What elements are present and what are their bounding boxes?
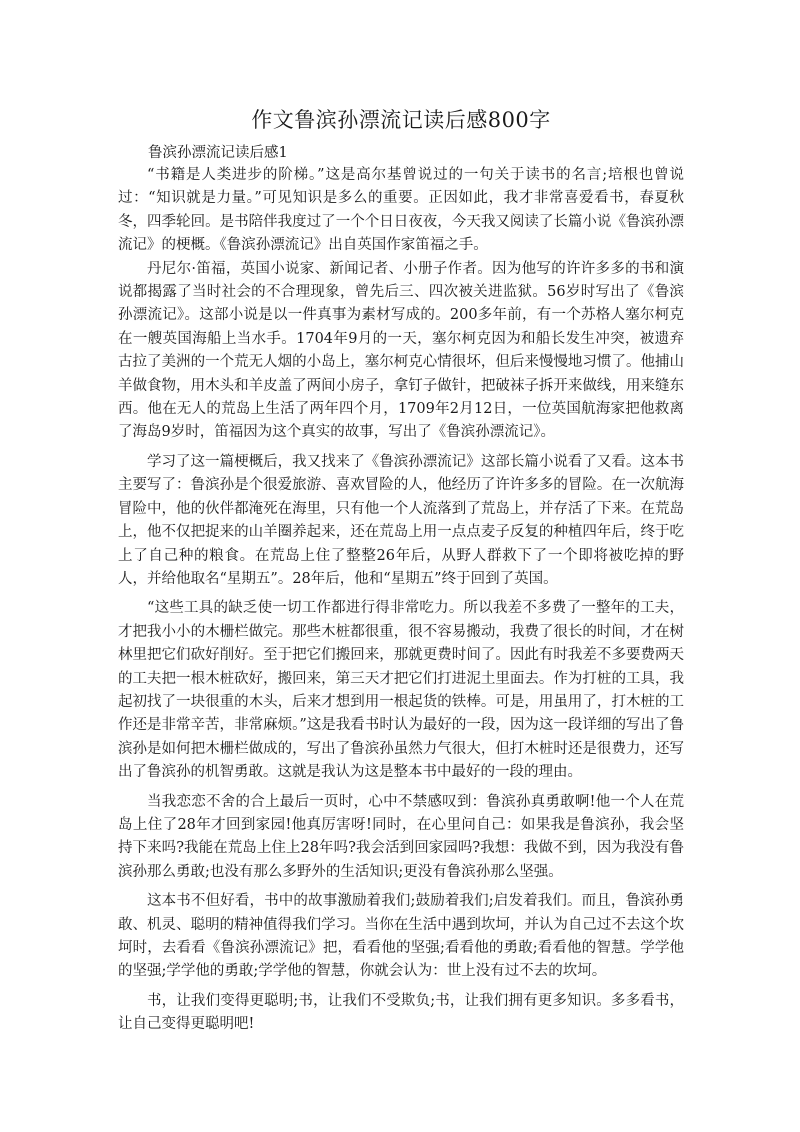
paragraph-4: “这些工具的缺乏使一切工作都进行得非常吃力。所以我差不多费了一整年的工夫，才把我小小的木栅栏做完。那些木桩都很重，很不容易搬动，我费了很长的时间，才在树林里把它们砍好削好。至于把它们搬回来，那就更费时间了。因此有时我差不多要费两天的工夫把一根木桩砍好，搬回来，第三天才把它们打进泥土里面去。作为打桩的工具，我起初找了一块很重的木头，后来才想到用一根起货的铁棒。可是，用虽用了，打木桩的工作还是非常辛苦，非常麻烦。”这是我看书时认为最好的一段，因为这一段详细的写出了鲁滨孙是如何把木栅栏做成的，写出了鲁滨孙虽然力气很大，但打木桩时还是很费力，还写出了鲁滨孙的机智勇敢。这就是我认为这是整本书中最好的一段的理由。: [118, 600, 684, 781]
paragraph-6: 这本书不但好看，书中的故事激励着我们;鼓励着我们;启发着我们。而且，鲁滨孙勇敢、机灵、聪明的精神值得我们学习。当你在生活中遇到坎坷，并认为自己过不去这个坎坷时，去看看《鲁滨孙漂流记》把，看看他的坚强;看看他的勇敢;看看他的智慧。学学他的坚强;学学他的勇敢;学学他的智慧，你就会认为：世上没有过不去的坎坷。: [118, 893, 684, 980]
paragraph-1: “书籍是人类进步的阶梯。”这是高尔基曾说过的一句关于读书的名言;培根也曾说过：“知识就是力量。”可见知识是多么的重要。正因如此，我才非常喜爱看书，春夏秋冬，四季轮回。是书陪伴我度过了一个个日日夜夜，今天我又阅读了长篇小说《鲁滨孙漂流记》的梗概。《鲁滨孙漂流记》出自英国作家笛福之手。: [118, 167, 684, 254]
paragraph-7: 书，让我们变得更聪明;书，让我们不受欺负;书，让我们拥有更多知识。多多看书，让自己变得更聪明吧!: [118, 992, 684, 1033]
paragraph-3: 学习了这一篇梗概后，我又找来了《鲁滨孙漂流记》这部长篇小说看了又看。这本书主要写了：鲁滨孙是个很爱旅游、喜欢冒险的人，他经历了许许多多的冒险。在一次航海冒险中，他的伙伴都淹死在海里，只有他一个人流落到了荒岛上，并存活了下来。在荒岛上，他不仅把捉来的山羊圈养起来，还在荒岛上用一点点麦子反复的种植四年后，终于吃上了自己种的粮食。在荒岛上住了整整26年后，从野人群救下了一个即将被吃掉的野人，并给他取名“星期五”。28年后，他和“星期五”终于回到了英国。: [118, 453, 684, 587]
document-title: 作文鲁滨孙漂流记读后感800字: [251, 108, 551, 132]
paragraph-5: 当我恋恋不舍的合上最后一页时，心中不禁感叹到：鲁滨孙真勇敢啊!他一个人在荒岛上住了28年才回到家园!他真厉害呀!同时，在心里问自己：如果我是鲁滨孙，我会坚持下来吗?我能在荒岛上住上28年吗?我会活到回家园吗?我想：我做不到，因为我没有鲁滨孙那么勇敢;也没有那么多野外的生活知识;更没有鲁滨孙那么坚强。: [118, 793, 684, 880]
paragraph-2: 丹尼尔·笛福，英国小说家、新闻记者、小册子作者。因为他写的许许多多的书和演说都揭露了当时社会的不合理现象，曾先后三、四次被关进监狱。56岁时写出了《鲁滨孙漂流记》。这部小说是以一件真事为素材写成的。200多年前，有一个苏格人塞尔柯克在一艘英国海船上当水手。1704年9月的一天，塞尔柯克因为和船长发生冲突，被遗弃古拉了美洲的一个荒无人烟的小岛上，塞尔柯克心情很坏，但后来慢慢地习惯了。他捕山羊做食物，用木头和羊皮盖了两间小房子，拿钉子做针，把破袜子拆开来做线，用来缝东西。他在无人的荒岛上生活了两年四个月，1709年2月12日，一位英国航海家把他救离了海岛9岁时，笛福因为这个真实的故事，写出了《鲁滨孙漂流记》。: [118, 260, 684, 441]
document-page: [118, 0, 684, 1132]
document-subtitle: 鲁滨孙漂流记读后感1: [148, 145, 288, 161]
